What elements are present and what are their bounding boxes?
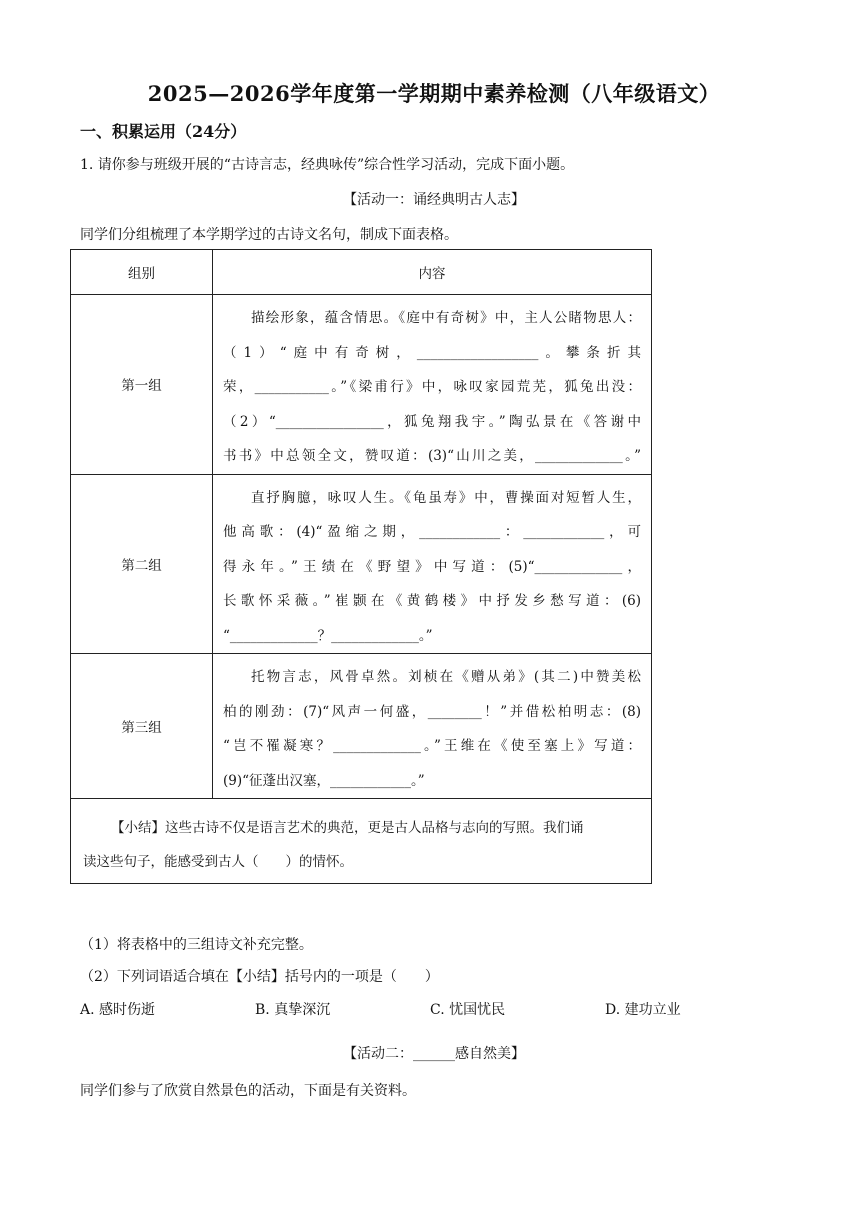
option-d[interactable]: D. 建功立业 <box>605 1002 681 1018</box>
option-c[interactable]: C. 忧国忧民 <box>430 1002 506 1018</box>
content-line: “岂不罹凝寒？_____________。”王维在《使至塞上》写道： <box>223 738 641 754</box>
summary-line: 读这些句子，能感受到古人（ ）的情怀。 <box>83 854 353 870</box>
activity-two-description: 同学们参与了欣赏自然景色的活动，下面是有关资料。 <box>80 1083 416 1099</box>
content-line: “_____________？_____________。” <box>223 627 433 644</box>
content-line: 描绘形象，蕴含情思。《庭中有奇树》中，主人公睹物思人： <box>251 310 641 326</box>
group-label: 第二组 <box>71 474 213 654</box>
table-row <box>71 654 652 799</box>
section-heading: 一、积累运用（24分） <box>80 122 247 141</box>
content-line: 长歌怀采薇。”崔颢在《黄鹤楼》中抒发乡愁写道：(6) <box>223 593 641 609</box>
question-intro: 1. 请你参与班级开展的“古诗言志，经典咏传”综合性学习活动，完成下面小题。 <box>80 157 575 173</box>
table-row <box>71 295 652 475</box>
group-label: 第三组 <box>71 654 213 799</box>
summary-row <box>71 799 652 884</box>
table-row <box>71 474 652 654</box>
activity-two-heading: 【活动二：______感自然美】 <box>343 1046 525 1062</box>
column-header: 组别 <box>71 250 213 295</box>
content-line: 荣，___________。”《梁甫行》中，咏叹家园荒芜，狐兔出没： <box>223 379 641 395</box>
poem-table <box>70 249 652 884</box>
content-line: 他高歌：(4)“盈缩之期，____________：____________，可 <box>223 524 641 540</box>
summary-line: 【小结】这些古诗不仅是语言艺术的典范，更是古人品格与志向的写照。我们诵 <box>111 820 584 836</box>
option-b[interactable]: B. 真挚深沉 <box>255 1002 331 1018</box>
content-line: 柏的刚劲：(7)“风声一何盛，________！”并借松柏明志：(8) <box>223 703 641 720</box>
content-line: （1）“庭中有奇树，__________________。攀条折其 <box>223 344 641 361</box>
activity-one-heading: 【活动一：诵经典明古人志】 <box>343 192 525 208</box>
content-line: (9)“征蓬出汉塞，____________。” <box>223 772 425 789</box>
group-content <box>213 295 652 475</box>
sub-question-2: （2）下列词语适合填在【小结】括号内的一项是（ ） <box>80 969 439 985</box>
group-label: 第一组 <box>71 295 213 475</box>
content-line: 托物言志，风骨卓然。刘桢在《赠从弟》(其二)中赞美松 <box>251 669 641 685</box>
sub-question-1: （1）将表格中的三组诗文补充完整。 <box>80 937 313 953</box>
content-line: 书书》中总领全文，赞叹道：(3)“山川之美，_____________。” <box>223 448 641 464</box>
option-a[interactable]: A. 感时伤逝 <box>80 1002 156 1018</box>
content-line: 直抒胸臆，咏叹人生。《龟虽寿》中，曹操面对短暂人生， <box>251 489 641 506</box>
table-header-row <box>71 250 652 295</box>
answer-options <box>80 999 780 1019</box>
content-line: （2）“________________，狐兔翔我宇。”陶弘景在《答谢中 <box>223 413 641 430</box>
group-content <box>213 474 652 654</box>
column-header: 内容 <box>213 250 652 295</box>
summary-cell <box>71 799 652 884</box>
activity-one-description: 同学们分组梳理了本学期学过的古诗文名句，制成下面表格。 <box>80 227 458 243</box>
content-line: 得永年。”王绩在《野望》中写道：(5)“_____________， <box>223 558 641 575</box>
group-content <box>213 654 652 799</box>
page-title: 2025—2026学年度第一学期期中素养检测（八年级语文） <box>147 81 721 106</box>
